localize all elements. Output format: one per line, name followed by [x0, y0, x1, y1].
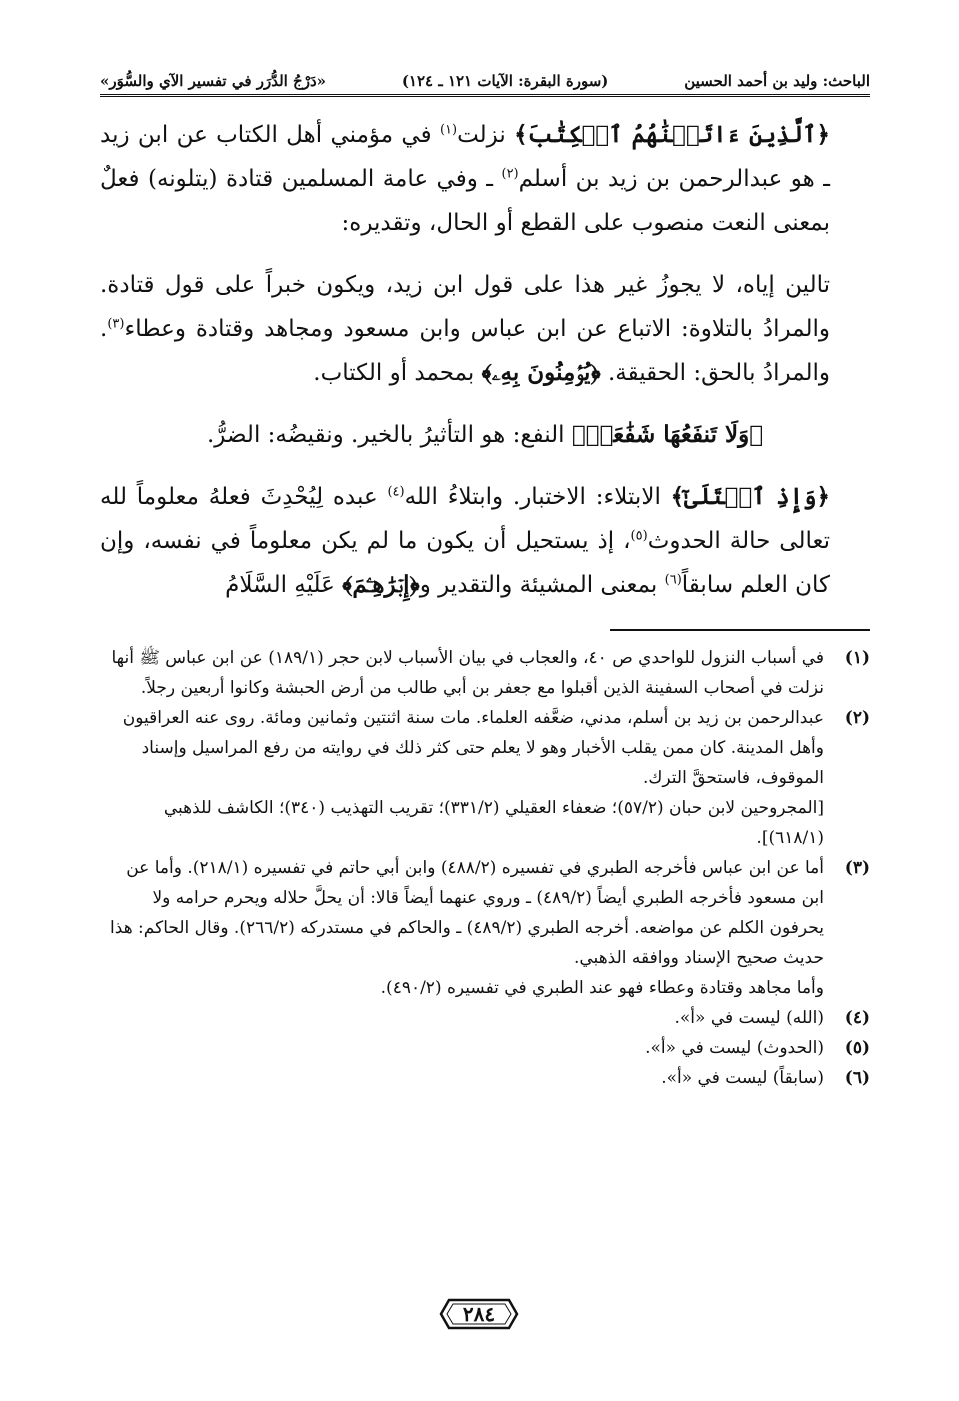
quran-quote: ﴿يُؤۡمِنُونَ بِهِۦ﴾ — [481, 359, 601, 386]
text-run: ـ وفي عامة المسلمين قتادة (يتلونه) فعلٌ بمعنى النعت منصوب على القطع أو الحال، وتقديره: — [100, 166, 830, 236]
footnote-ref: (٥) — [630, 528, 648, 544]
text-run: نزلت — [457, 122, 515, 148]
page — [100, 50, 870, 1093]
footnote-number: (٥) — [844, 1038, 870, 1058]
paragraph-2 — [100, 263, 870, 395]
main-text — [100, 113, 870, 607]
text-run: عَلَيْهِ السَّلَامُ — [225, 572, 343, 598]
footnote-number: (١) — [844, 648, 870, 668]
quran-quote: ﴿وَإِذِ ٱبۡتَلَىٰٓ﴾ — [670, 483, 830, 510]
footnote-number: (٢) — [844, 708, 870, 728]
footnote-text: [المجروحين لابن حبان (٥٧/٢)؛ ضعفاء العقيلي (٣٣١/٢)؛ تقريب التهذيب (٣٤٠)؛ الكاشف للذهبي (٦١٨/١)]. — [163, 798, 824, 848]
page-number: ٢٨٤ — [462, 1302, 496, 1326]
footnote-ref: (٤) — [387, 484, 405, 500]
text-run: عبده لِيُحْدِثَ فعلهُ معلوماً لله تعالى حالة الحدوث — [100, 484, 830, 554]
header-book-title: «دَرْجُ الدُّرَر في تفسير الآي والسُّوَر» — [100, 72, 327, 90]
footnote-number: (٤) — [844, 1008, 870, 1028]
footnote-1 — [100, 643, 870, 703]
footnote-ref: (١) — [439, 122, 458, 138]
footnote-text: أما عن ابن عباس فأخرجه الطبري في تفسيره (٤٨٨/٢) وابن أبي حاتم في تفسيره (٢١٨/١). وأما عن ابن مسعود فأخرجه الطبري أيضاً (٤٨٩/٢) ـ وروي عنهما أيضاً قالا: أن يحلَّ حلاله ويحرم حرامه ولا يحرفون الكلم عن مواضعه. أخرجه الطبري (٤٨٩/٢) ـ والحاكم في مستدركه (٢٦٦/٢). وقال الحاكم: هذا حديث صحيح الإسناد ووافقه الذهبي. — [110, 858, 824, 968]
footnote-text: في أسباب النزول للواحدي ص ٤٠، والعجاب في بيان الأسباب لابن حجر (١٨٩/١) عن ابن عباس ﷺ أنها نزلت في أصحاب السفينة الذين أقبلوا مع جعفر بن أبي طالب من أرض الحبشة وكانوا أربعين رجلاً. — [111, 648, 824, 698]
running-header — [100, 50, 870, 97]
paragraph-4 — [100, 475, 870, 607]
paragraph-1 — [100, 113, 870, 245]
footnote-ref: (٦) — [664, 572, 682, 588]
footnote-ref: (٢) — [501, 166, 519, 182]
text-run: النفع: هو التأثيرُ بالخير. ونقيضُه: الضرُّ. — [206, 422, 572, 448]
footnote-separator — [610, 629, 870, 631]
text-run: بمعنى المشيئة والتقدير و — [419, 572, 665, 598]
text-run: ، إذ يستحيل أن يكون ما لم يكن معلوماً في نفسه، وإن كان العلم سابقاً — [100, 528, 830, 598]
footnote-text: عبدالرحمن بن زيد بن أسلم، مدني، ضعَّفه العلماء. مات سنة اثنتين وثمانين ومائة. روى عنه العراقيون وأهل المدينة. كان ممن يقلب الأخبار وهو لا يعلم حتى كثر ذلك في روايته من رفع المراسيل وإسناد الموقوف، فاستحقَّ الترك. — [122, 708, 824, 788]
footnote-text: وأما مجاهد وقتادة وعطاء فهو عند الطبري في تفسيره (٤٩٠/٢). — [380, 978, 824, 998]
footnote-2 — [100, 703, 870, 853]
footnote-text: (الله) ليست في «أ». — [674, 1008, 824, 1028]
text-run: في مؤمني أهل الكتاب عن ابن زيد ـ هو عبدالرحمن بن زيد بن أسلم — [100, 122, 830, 192]
footnote-number: (٣) — [844, 858, 870, 878]
footnote-5 — [100, 1033, 870, 1063]
text-run: تالين إياه، لا يجوزُ غير هذا على قول ابن زيد، ويكون خبراً على قول قتادة. والمرادُ بالتلاوة: الاتباع عن ابن عباس وابن مسعود ومجاهد وقتادة وعطاء — [100, 272, 830, 342]
text-run: الابتلاء: الاختبار. وابتلاءُ الله — [404, 484, 671, 510]
header-surah: (سورة البقرة: الآيات ١٢١ ـ ١٢٤) — [401, 72, 609, 90]
paragraph-3 — [100, 413, 870, 457]
footnote-4 — [100, 1003, 870, 1033]
header-author: الباحث: وليد بن أحمد الحسين — [684, 72, 870, 90]
quran-quote: ﴿ٱلَّذِينَ ءَاتَيۡنَٰهُمُ ٱلۡكِتَٰبَ﴾ — [514, 121, 830, 148]
footnote-ref: (٣) — [107, 316, 125, 332]
footnote-6 — [100, 1063, 870, 1093]
text-run: . والمرادُ بالحق: الحقيقة. — [100, 316, 830, 386]
footnote-text: (الحدوث) ليست في «أ». — [645, 1038, 824, 1058]
footnotes — [100, 643, 870, 1093]
quran-quote: ﴿وَلَا تَنفَعُهَا شَفَٰعَةٞ﴾ — [571, 421, 764, 448]
footnote-text: (سابقاً) ليست في «أ». — [661, 1068, 824, 1088]
footnote-number: (٦) — [844, 1068, 870, 1088]
page-number-ornament — [439, 1296, 519, 1332]
text-run: بمحمد أو الكتاب. — [313, 360, 482, 386]
footnote-3 — [100, 853, 870, 1003]
quran-quote: ﴿إِبۡرَٰهِـۧمَ﴾ — [342, 571, 420, 598]
